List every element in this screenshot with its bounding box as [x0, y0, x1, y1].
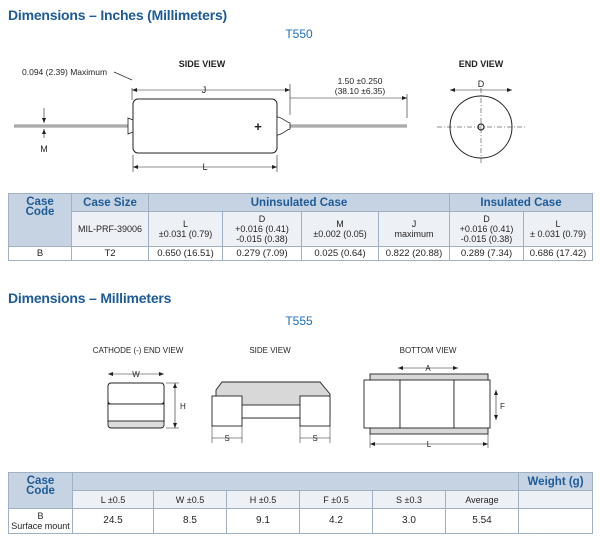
s-label-left: S — [224, 434, 230, 443]
side-view-terminal-left — [212, 396, 242, 426]
section-title-inches: Dimensions – Inches (Millimeters) — [8, 7, 228, 23]
sub-d-insulated: D +0.016 (0.41) -0.015 (0.38) — [450, 212, 524, 247]
table-header-row — [9, 194, 593, 212]
t555-dimension-table — [8, 472, 593, 534]
w-label: W — [132, 370, 140, 379]
sub-d: D +0.016 (0.41) -0.015 (0.38) — [223, 212, 302, 247]
cell-case-size: T2 — [72, 247, 149, 261]
lead-length-mm-label: (38.10 ±6.35) — [334, 86, 386, 96]
sub-s: S ±0.3 — [373, 491, 446, 509]
side-view-label-t555: SIDE VIEW — [249, 346, 291, 355]
side-view-label: SIDE VIEW — [178, 59, 226, 69]
table-row — [9, 247, 593, 261]
col-uninsulated: Uninsulated Case — [149, 194, 450, 212]
cell-s: 3.0 — [373, 509, 446, 534]
table-row — [9, 509, 593, 534]
part-number-t550: T550 — [285, 27, 313, 41]
j-arrow-left — [132, 88, 137, 92]
t550-dimension-table — [8, 193, 593, 261]
polarity-plus: + — [254, 119, 262, 134]
cell-l: 24.5 — [73, 509, 154, 534]
f-label: F — [500, 402, 505, 411]
sub-average: Average — [446, 491, 519, 509]
end-view-label: END VIEW — [458, 59, 504, 69]
cell-l-insulated: 0.686 (17.42) — [524, 247, 593, 261]
j-label: J — [201, 85, 207, 95]
max-note-leader — [114, 72, 132, 80]
sub-case-size: MIL-PRF-39006 — [72, 212, 149, 247]
bottom-view-label: BOTTOM VIEW — [399, 346, 457, 355]
col-case-code: Case Code — [9, 194, 72, 247]
cell-m: 0.025 (0.64) — [302, 247, 379, 261]
sub-l-insulated: L ± 0.031 (0.79) — [524, 212, 593, 247]
table-subheader-row — [9, 491, 593, 509]
table-header-row — [9, 473, 593, 491]
col-insulated: Insulated Case — [450, 194, 593, 212]
bottom-view-center — [400, 380, 454, 428]
lead-length-label: 1.50 ±0.250 — [337, 76, 383, 86]
a-label: A — [425, 364, 431, 373]
m-label: M — [40, 144, 48, 154]
cell-h: 9.1 — [227, 509, 300, 534]
sub-h: H ±0.5 — [227, 491, 300, 509]
bottom-view-pad-left — [364, 380, 400, 428]
sub-f: F ±0.5 — [300, 491, 373, 509]
col-weight: Weight (g) — [519, 473, 593, 491]
cell-d-insulated: 0.289 (7.34) — [450, 247, 524, 261]
sub-j: J maximum — [379, 212, 450, 247]
left-weld — [128, 118, 133, 134]
sub-m: M ±0.002 (0.05) — [302, 212, 379, 247]
cell-case-code: B — [9, 247, 72, 261]
l-label: L — [202, 162, 208, 172]
end-view-terminal — [108, 404, 164, 421]
right-weld — [277, 117, 290, 135]
section-title-millimeters: Dimensions – Millimeters — [8, 290, 172, 306]
sub-l: L ±0.5 — [73, 491, 154, 509]
part-number-t555: T555 — [285, 314, 313, 328]
cathode-end-view-label: CATHODE (-) END VIEW — [92, 346, 184, 355]
sub-l: L ±0.031 (0.79) — [149, 212, 223, 247]
side-view-terminal-right — [300, 396, 330, 426]
t550-drawing — [0, 0, 600, 190]
d-label: D — [477, 79, 485, 89]
table-subheader-row — [9, 212, 593, 247]
s-label-right: S — [312, 434, 318, 443]
h-label: H — [180, 402, 186, 411]
col-case-size: Case Size — [72, 194, 149, 212]
bottom-view-pad-right — [454, 380, 490, 428]
cell-f: 4.2 — [300, 509, 373, 534]
cell-l: 0.650 (16.51) — [149, 247, 223, 261]
lead-arrow-right — [402, 96, 407, 100]
cell-weight: 5.54 — [446, 509, 519, 534]
cell-case-code: B Surface mount — [9, 509, 73, 534]
sub-w: W ±0.5 — [154, 491, 227, 509]
j-arrow-right — [285, 88, 290, 92]
cell-j: 0.822 (20.88) — [379, 247, 450, 261]
max-note: 0.094 (2.39) Maximum — [22, 67, 108, 77]
cell-d: 0.279 (7.09) — [223, 247, 302, 261]
col-case-code: Case Code — [9, 473, 73, 509]
t555-drawing — [0, 330, 600, 465]
cell-w: 8.5 — [154, 509, 227, 534]
l-label-bottom: L — [426, 440, 432, 449]
